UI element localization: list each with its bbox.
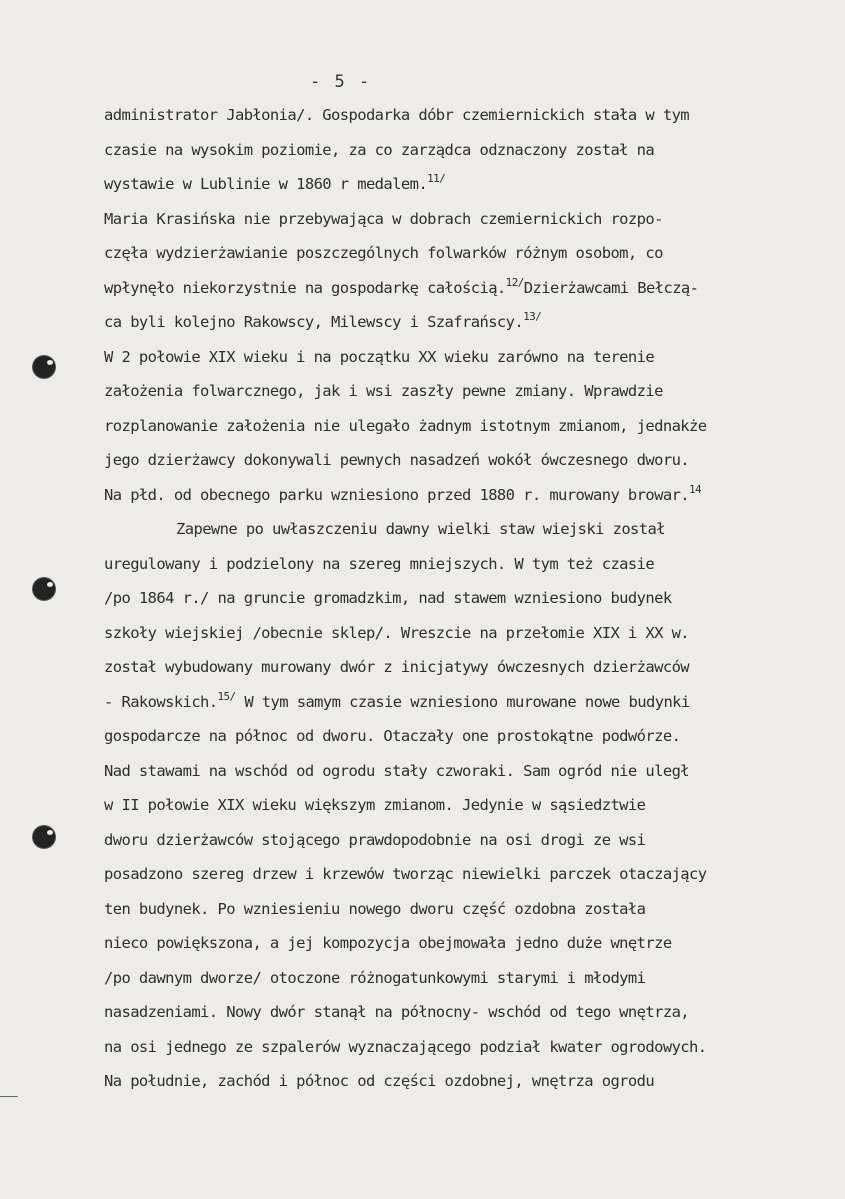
edge-mark (0, 1096, 18, 1097)
text-line (104, 271, 844, 306)
footnote-ref: 12/ (505, 275, 524, 289)
text-line (104, 685, 844, 720)
line-text: Zapewne po uwłaszczeniu dawny wielki staw wiejski został (176, 520, 665, 538)
text-line (104, 650, 844, 685)
text-line (104, 98, 844, 133)
line-text: wystawie w Lublinie w 1860 r medalem. (104, 175, 428, 193)
line-text: Maria Krasińska nie przebywająca w dobrach czemiernickich rozpo- (104, 209, 663, 228)
text-line (104, 581, 844, 616)
text-line (104, 892, 844, 927)
text-line (104, 512, 844, 547)
line-text: dworu dzierżawców stojącego prawdopodobnie na osi drogi ze wsi (104, 830, 646, 849)
footnote-ref: 14 (689, 482, 702, 496)
text-line (104, 616, 844, 651)
line-text: - Rakowskich. (104, 692, 218, 711)
text-line (104, 167, 844, 202)
line-text-continuation: Dzierżawcami Bełczą- (523, 278, 699, 297)
line-text: posadzono szereg drzew i krzewów tworząc niewielki parczek otaczający (104, 865, 707, 883)
line-text: został wybudowany murowany dwór z inicjatywy ówczesnych dzierżawców (104, 658, 690, 676)
text-line (104, 133, 844, 168)
line-text: wpłynęło niekorzystnie na gospodarkę całością. (104, 278, 506, 297)
text-line (104, 443, 844, 478)
line-text: czasie na wysokim poziomie, za co zarządca odznaczony został na (104, 140, 655, 159)
text-line (104, 823, 844, 858)
line-text: założenia folwarcznego, jak i wsi zaszły pewne zmiany. Wprawdzie (104, 382, 663, 400)
text-line (104, 961, 844, 996)
line-text: rozplanowanie założenia nie ulegało żadnym istotnym zmianom, jednakże (104, 416, 707, 435)
line-text: na osi jednego ze szpalerów wyznaczającego podział kwater ogrodowych. (104, 1037, 707, 1056)
line-text: w II połowie XIX wieku większym zmianom. Jedynie w sąsiedztwie (104, 796, 646, 814)
text-line (104, 547, 844, 582)
text-line (104, 1064, 844, 1099)
text-line (104, 719, 844, 754)
text-line (104, 857, 844, 892)
text-line (104, 374, 844, 409)
line-text: uregulowany i podzielony na szereg mniejszych. W tym też czasie (104, 554, 655, 573)
line-text: częła wydzierżawianie poszczególnych folwarków różnym osobom, co (104, 244, 663, 262)
line-text: /po 1864 r./ na gruncie gromadzkim, nad stawem wzniesiono budynek (104, 589, 672, 607)
line-text: nieco powiększona, a jej kompozycja obejmowała jedno duże wnętrze (104, 934, 672, 952)
punch-hole (33, 826, 55, 848)
line-text: Na południe, zachód i północ od części ozdobnej, wnętrza ogrodu (104, 1072, 655, 1090)
line-text: szkoły wiejskiej /obecnie sklep/. Wreszcie na przełomie XIX i XX w. (104, 623, 690, 642)
line-text: gospodarcze na północ od dworu. Otaczały one prostokątne podwórze. (104, 727, 681, 745)
text-line (104, 995, 844, 1030)
text-line (104, 788, 844, 823)
line-text: nasadzeniami. Nowy dwór stanął na północny- wschód od tego wnętrza, (104, 1003, 690, 1021)
text-line (104, 478, 844, 513)
body-text (104, 98, 844, 1099)
text-line (104, 926, 844, 961)
punch-hole (33, 356, 55, 378)
line-text: ten budynek. Po wzniesieniu nowego dworu część ozdobna została (104, 899, 646, 918)
text-line (104, 409, 844, 444)
line-text: administrator Jabłonia/. Gospodarka dóbr czemiernickich stała w tym (104, 106, 690, 124)
line-text: Nad stawami na wschód od ogrodu stały czworaki. Sam ogród nie uległ (104, 761, 690, 780)
footnote-ref: 15/ (217, 689, 236, 703)
text-line (104, 236, 844, 271)
footnote-ref: 11/ (427, 172, 446, 185)
text-line (104, 340, 844, 375)
line-text: ca byli kolejno Rakowscy, Milewscy i Szafrańscy. (104, 313, 524, 331)
footnote-ref: 13/ (523, 310, 542, 323)
text-line (104, 202, 844, 237)
page-number: - 5 - (310, 72, 372, 92)
line-text-continuation: W tym samym czasie wzniesiono murowane nowe budynki (235, 692, 690, 711)
text-line (104, 305, 844, 340)
text-line (104, 1030, 844, 1065)
text-line (104, 754, 844, 789)
line-text: W 2 połowie XIX wieku i na początku XX wieku zarówno na terenie (104, 347, 655, 366)
line-text: jego dzierżawcy dokonywali pewnych nasadzeń wokół ówczesnego dworu. (104, 451, 690, 469)
line-text: /po dawnym dworze/ otoczone różnogatunkowymi starymi i młodymi (104, 968, 646, 987)
line-text: Na płd. od obecnego parku wzniesiono przed 1880 r. murowany browar. (104, 485, 690, 504)
punch-hole (33, 578, 55, 600)
